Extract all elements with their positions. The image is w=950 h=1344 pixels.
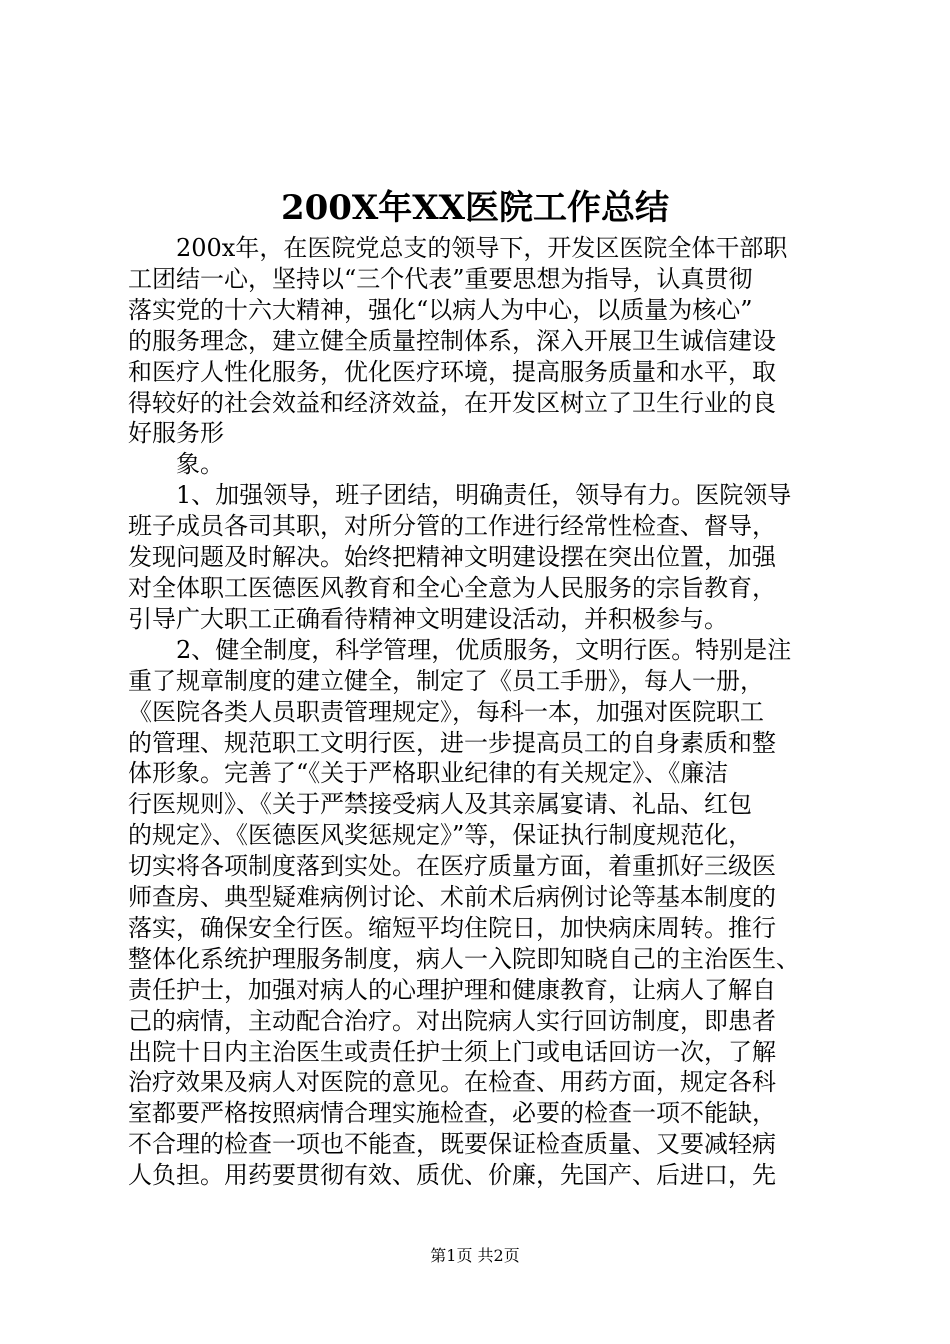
text-line: 出院十日内主治医生或责任护士须上门或电话回访一次，了解 [128,1037,776,1066]
text-line: 重了规章制度的建立健全，制定了《员工手册》，每人一册， [128,666,764,695]
text-line: 1、加强领导，班子团结，明确责任，领导有力。医院领导 [176,481,792,510]
paragraph-section-2 [128,635,830,1191]
text-line: 班子成员各司其职，对所分管的工作进行经常性检查、督导， [128,512,776,541]
text-line: 200x年，在医院党总支的领导下，开发区医院全体干部职 [176,234,788,262]
text-line: 体形象。完善了“《关于严格职业纪律的有关规定》、《廉洁 [128,759,729,788]
text-line: 得较好的社会效益和经济效益，在开发区树立了卫生行业的良 [128,388,776,417]
text-line: 治疗效果及病人对医院的意见。在检查、用药方面，规定各科 [128,1068,776,1097]
text-line: 象。 [176,450,224,479]
text-line: 的服务理念，建立健全质量控制体系，深入开展卫生诚信建设 [128,326,776,355]
text-line: 的管理、规范职工文明行医，进一步提高员工的自身素质和整 [128,728,776,757]
text-line: 《医院各类人员职责管理规定》，每科一本，加强对医院职工 [128,697,764,726]
page-number-footer: 第1页 共2页 [430,1246,520,1265]
paragraph-intro [128,233,830,449]
text-line: 人负担。用药要贯彻有效、质优、价廉，先国产、后进口，先 [128,1161,776,1190]
text-line: 切实将各项制度落到实处。在医疗质量方面，着重抓好三级医 [128,852,776,881]
text-line: 发现问题及时解决。始终把精神文明建设摆在突出位置，加强 [128,543,776,572]
text-line: 的规定》、《医德医风奖惩规定》”等，保证执行制度规范化， [128,821,753,850]
text-line: 对全体职工医德医风教育和全心全意为人民服务的宗旨教育， [128,573,776,602]
text-line: 整体化系统护理服务制度，病人一入院即知晓自己的主治医生、 [128,944,800,973]
document-body [128,233,830,1191]
paragraph-section-1 [128,480,830,635]
paragraph-intro-continuation [128,449,830,480]
text-line: 和医疗人性化服务，优化医疗环境，提高服务质量和水平，取 [128,357,776,386]
text-line: 责任护士，加强对病人的心理护理和健康教育，让病人了解自 [128,975,776,1004]
text-line: 室都要严格按照病情合理实施检查，必要的检查一项不能缺， [128,1099,776,1128]
document-title: 200X年XX医院工作总结 [280,188,670,228]
text-line: 己的病情，主动配合治疗。对出院病人实行回访制度，即患者 [128,1006,776,1035]
text-line: 好服务形 [128,419,224,448]
text-line: 2、健全制度，科学管理，优质服务，文明行医。特别是注 [176,635,792,664]
text-line: 落实党的十六大精神，强化“以病人为中心，以质量为核心” [128,295,753,324]
text-line: 不合理的检查一项也不能查，既要保证检查质量、又要减轻病 [128,1130,776,1159]
text-line: 落实，确保安全行医。缩短平均住院日，加快病床周转。推行 [128,913,776,942]
text-line: 引导广大职工正确看待精神文明建设活动，并积极参与。 [128,604,728,633]
text-line: 师查房、典型疑难病例讨论、术前术后病例讨论等基本制度的 [128,883,776,912]
text-line: 工团结一心，坚持以“三个代表”重要思想为指导，认真贯彻 [128,264,753,293]
text-line: 行医规则》、《关于严禁接受病人及其亲属宴请、礼品、红包 [128,790,752,819]
